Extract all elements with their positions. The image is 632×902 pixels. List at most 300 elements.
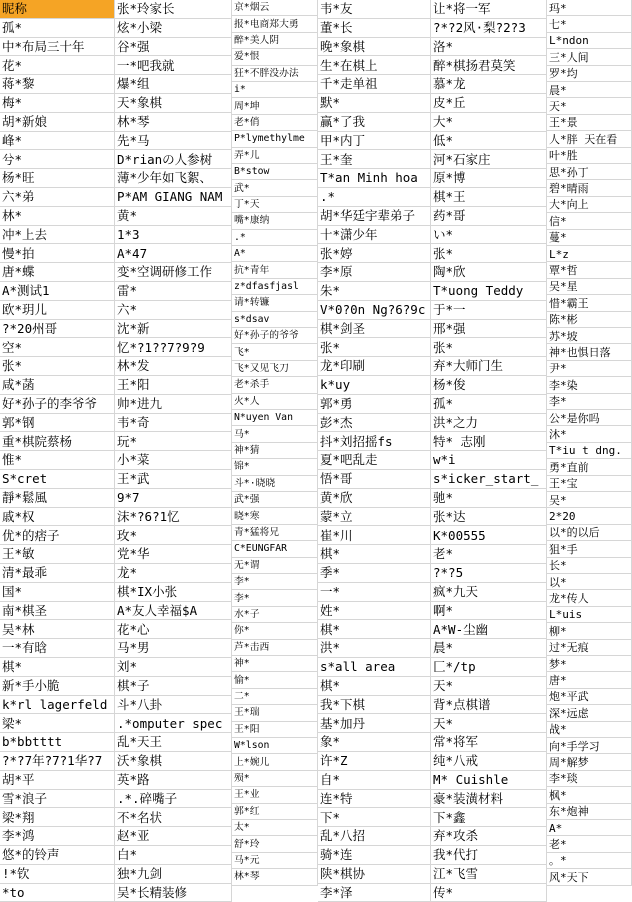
table-cell[interactable]: 自* <box>318 771 431 790</box>
table-cell[interactable]: 基*加丹 <box>318 714 431 733</box>
table-cell[interactable]: K*00555 <box>431 526 547 545</box>
table-cell[interactable]: 向*手学习 <box>547 738 632 754</box>
table-cell[interactable]: 下*鑫 <box>431 808 547 827</box>
table-cell[interactable]: A*友人幸福$A <box>115 602 232 621</box>
table-cell[interactable]: 药*哥 <box>431 207 547 226</box>
table-cell[interactable]: W*lson <box>232 738 318 754</box>
table-cell[interactable]: 长* <box>547 558 632 574</box>
table-cell[interactable]: 三*人间 <box>547 49 632 65</box>
table-cell[interactable]: 杨*俊 <box>431 376 547 395</box>
table-cell[interactable]: 忆*?1??7?9?9 <box>115 338 232 357</box>
table-cell[interactable]: 我*下棋 <box>318 696 431 715</box>
table-cell[interactable]: 赵*亚 <box>115 827 232 846</box>
table-cell[interactable]: ?*?5 <box>431 564 547 583</box>
table-cell[interactable]: A* <box>547 820 632 836</box>
table-cell[interactable]: 覃*哲 <box>547 262 632 278</box>
table-cell[interactable]: 碧*晴雨 <box>547 180 632 196</box>
table-cell[interactable]: s*dsav <box>232 312 318 328</box>
table-cell[interactable]: 郭*红 <box>232 804 318 820</box>
table-cell[interactable]: 棋* <box>318 545 431 564</box>
table-cell[interactable]: 王*瑞 <box>232 705 318 721</box>
table-cell[interactable]: 狂*不胖没办法 <box>232 66 318 82</box>
table-cell[interactable]: 张* <box>431 338 547 357</box>
table-cell[interactable]: 王*阳 <box>232 722 318 738</box>
table-cell[interactable]: *to <box>0 884 115 902</box>
table-cell[interactable]: 黄*欣 <box>318 489 431 508</box>
table-cell[interactable]: 爱*恨 <box>232 49 318 65</box>
table-cell[interactable]: 炮*平武 <box>547 689 632 705</box>
table-cell[interactable]: 信* <box>547 213 632 229</box>
table-cell[interactable]: .* <box>318 188 431 207</box>
table-cell[interactable]: T*uong Teddy <box>431 282 547 301</box>
table-cell[interactable]: 重*棋院蔡杨 <box>0 432 115 451</box>
table-cell[interactable]: 大* <box>431 113 547 132</box>
table-cell[interactable]: s*icker_start_ <box>431 470 547 489</box>
table-cell[interactable]: ?*?7年?7?1华?7 <box>0 752 115 771</box>
table-cell[interactable]: 周*坤 <box>232 98 318 114</box>
table-cell[interactable]: 甲*内丁 <box>318 132 431 151</box>
table-cell[interactable]: 张* <box>318 338 431 357</box>
table-cell[interactable]: 郭*钢 <box>0 414 115 433</box>
table-cell[interactable]: 武* <box>232 180 318 196</box>
table-cell[interactable]: 吴*长精装修 <box>115 884 232 902</box>
table-cell[interactable]: V*0?0n Ng?6?9c <box>318 301 431 320</box>
table-cell[interactable]: .* <box>232 230 318 246</box>
table-cell[interactable]: 请*转镰 <box>232 295 318 311</box>
table-cell[interactable]: 雪*浪子 <box>0 790 115 809</box>
table-cell[interactable]: 张* <box>431 244 547 263</box>
table-cell[interactable]: 常*将军 <box>431 733 547 752</box>
table-cell[interactable]: 水*子 <box>232 607 318 623</box>
table-cell[interactable]: k*uy <box>318 376 431 395</box>
table-cell[interactable]: 太* <box>232 820 318 836</box>
table-cell[interactable]: 飞* <box>232 344 318 360</box>
table-cell[interactable]: 胡*平 <box>0 771 115 790</box>
table-cell[interactable]: 好*孙子的爷爷 <box>232 328 318 344</box>
table-cell[interactable]: 1*3 <box>115 226 232 245</box>
table-cell[interactable]: 中*布局三十年 <box>0 38 115 57</box>
table-cell[interactable]: 独*九剑 <box>115 865 232 884</box>
table-cell[interactable]: 李*泽 <box>318 884 431 902</box>
table-cell[interactable]: 弃*大师门生 <box>431 357 547 376</box>
table-cell[interactable]: 花*心 <box>115 620 232 639</box>
table-cell[interactable]: !*钦 <box>0 865 115 884</box>
table-cell[interactable]: 于*一 <box>431 301 547 320</box>
table-cell[interactable]: 李* <box>232 590 318 606</box>
table-cell[interactable]: 马*男 <box>115 639 232 658</box>
table-cell[interactable]: 小*菜 <box>115 451 232 470</box>
table-cell[interactable]: 罗*均 <box>547 66 632 82</box>
table-cell[interactable]: 9*7 <box>115 489 232 508</box>
table-cell[interactable]: 吴*星 <box>547 279 632 295</box>
table-cell[interactable]: 李* <box>547 394 632 410</box>
table-cell[interactable]: 林*发 <box>115 357 232 376</box>
table-cell[interactable]: 杨*旺 <box>0 169 115 188</box>
table-cell[interactable]: 愉* <box>232 672 318 688</box>
table-cell[interactable]: 下* <box>318 808 431 827</box>
table-cell[interactable]: 晓*寒 <box>232 508 318 524</box>
table-cell[interactable]: 爆*组 <box>115 75 232 94</box>
table-cell[interactable]: 让*将一军 <box>431 0 547 19</box>
table-cell[interactable]: k*rl lagerfeld <box>0 696 115 715</box>
table-cell[interactable]: 芦*击西 <box>232 640 318 656</box>
table-cell[interactable]: 崔*川 <box>318 526 431 545</box>
table-cell[interactable]: 棋*剑圣 <box>318 320 431 339</box>
table-cell[interactable]: 空* <box>0 338 115 357</box>
table-cell[interactable]: 一*有晗 <box>0 639 115 658</box>
table-cell[interactable]: B*stow <box>232 164 318 180</box>
table-cell[interactable]: 姓* <box>318 602 431 621</box>
table-cell[interactable]: 棋*IX小张 <box>115 583 232 602</box>
table-cell[interactable]: 龙* <box>115 564 232 583</box>
table-cell[interactable]: P*lymethylme <box>232 131 318 147</box>
table-cell[interactable]: .*.碎嘴子 <box>115 790 232 809</box>
table-cell[interactable]: T*iu t dng. <box>547 443 632 459</box>
table-cell[interactable]: 洛* <box>431 38 547 57</box>
table-cell[interactable]: 天* <box>547 98 632 114</box>
table-cell[interactable]: 唐* <box>547 672 632 688</box>
table-cell[interactable]: 龙*传人 <box>547 590 632 606</box>
table-cell[interactable]: 沫*?6?1忆 <box>115 508 232 527</box>
table-cell[interactable]: L*ndon <box>547 33 632 49</box>
table-cell[interactable]: 马*元 <box>232 853 318 869</box>
table-cell[interactable]: 王*阳 <box>115 376 232 395</box>
table-cell[interactable]: 战* <box>547 722 632 738</box>
table-cell[interactable]: 斗*·晓晓 <box>232 476 318 492</box>
table-cell[interactable]: 晨* <box>431 639 547 658</box>
table-cell[interactable]: 季* <box>318 564 431 583</box>
table-cell[interactable]: い* <box>431 226 547 245</box>
table-cell[interactable]: 神* <box>232 656 318 672</box>
table-cell[interactable]: 慕*龙 <box>431 75 547 94</box>
table-cell[interactable]: 惜*霸王 <box>547 295 632 311</box>
table-cell[interactable]: 斗*八卦 <box>115 696 232 715</box>
table-cell[interactable]: 南*棋圣 <box>0 602 115 621</box>
table-cell[interactable]: 老* <box>547 836 632 852</box>
table-cell[interactable]: 陈*彬 <box>547 312 632 328</box>
table-cell[interactable]: 报*电商郑大勇 <box>232 16 318 32</box>
table-cell[interactable]: 韦*友 <box>318 0 431 19</box>
table-cell[interactable]: 苏*坡 <box>547 328 632 344</box>
table-cell[interactable]: 郭*勇 <box>318 395 431 414</box>
table-cell[interactable]: 李*鸿 <box>0 827 115 846</box>
table-cell[interactable]: 大*向上 <box>547 197 632 213</box>
table-cell[interactable]: 沐* <box>547 426 632 442</box>
table-cell[interactable]: 冲*上去 <box>0 226 115 245</box>
table-cell[interactable]: 弃*攻杀 <box>431 827 547 846</box>
table-cell[interactable]: 无*谓 <box>232 558 318 574</box>
table-cell[interactable]: 李*染 <box>547 377 632 393</box>
table-cell[interactable]: 天* <box>431 714 547 733</box>
table-cell[interactable]: 王*奎 <box>318 150 431 169</box>
table-cell[interactable]: 夏*吧乱走 <box>318 451 431 470</box>
table-cell[interactable]: 韦*奇 <box>115 414 232 433</box>
table-cell[interactable]: 吴*林 <box>0 620 115 639</box>
header-cell-nickname[interactable]: 昵称 <box>0 0 115 19</box>
table-cell[interactable]: C*EUNGFAR <box>232 541 318 557</box>
table-cell[interactable]: N*uyen Van <box>232 410 318 426</box>
table-cell[interactable]: 啊* <box>431 602 547 621</box>
table-cell[interactable]: w*i <box>431 451 547 470</box>
table-cell[interactable]: 勇*直前 <box>547 459 632 475</box>
table-cell[interactable]: 党*华 <box>115 545 232 564</box>
table-cell[interactable]: 乱*八招 <box>318 827 431 846</box>
table-cell[interactable]: 过*无痕 <box>547 640 632 656</box>
table-cell[interactable]: 上*婉儿 <box>232 754 318 770</box>
table-cell[interactable]: 弄*儿 <box>232 148 318 164</box>
table-cell[interactable]: 新*手小脆 <box>0 677 115 696</box>
table-cell[interactable]: 梦* <box>547 656 632 672</box>
table-cell[interactable]: 欧*玥儿 <box>0 301 115 320</box>
table-cell[interactable]: 背*点棋谱 <box>431 696 547 715</box>
table-cell[interactable]: 醉*美人阴 <box>232 33 318 49</box>
table-cell[interactable]: 象* <box>318 733 431 752</box>
table-cell[interactable]: 风*天下 <box>547 869 632 885</box>
table-cell[interactable]: 靜*鬆風 <box>0 489 115 508</box>
table-cell[interactable]: 峰* <box>0 132 115 151</box>
table-cell[interactable]: 王*敏 <box>0 545 115 564</box>
table-cell[interactable]: 龙*印刷 <box>318 357 431 376</box>
table-cell[interactable]: 火*人 <box>232 394 318 410</box>
table-cell[interactable]: A*W-尘幽 <box>431 620 547 639</box>
table-cell[interactable]: 尹* <box>547 361 632 377</box>
table-cell[interactable]: P*AM GIANG NAM <box>115 188 232 207</box>
table-cell[interactable]: 天* <box>431 677 547 696</box>
table-cell[interactable]: 清*最乖 <box>0 564 115 583</box>
table-cell[interactable]: 皮*丘 <box>431 94 547 113</box>
table-cell[interactable]: 张*达 <box>431 508 547 527</box>
table-cell[interactable]: 王*业 <box>232 787 318 803</box>
table-cell[interactable]: 英*路 <box>115 771 232 790</box>
table-cell[interactable]: 优*的痞子 <box>0 526 115 545</box>
table-cell[interactable]: A*47 <box>115 244 232 263</box>
table-cell[interactable]: ?*20州哥 <box>0 320 115 339</box>
table-cell[interactable]: 赢*了我 <box>318 113 431 132</box>
table-cell[interactable]: L*uis <box>547 607 632 623</box>
table-cell[interactable]: 特* 志刚 <box>431 432 547 451</box>
table-cell[interactable]: 原*博 <box>431 169 547 188</box>
table-cell[interactable]: 董*长 <box>318 19 431 38</box>
table-cell[interactable]: 许*Z <box>318 752 431 771</box>
table-cell[interactable]: 纯*八戒 <box>431 752 547 771</box>
table-cell[interactable]: 陕*棋协 <box>318 865 431 884</box>
table-cell[interactable]: i* <box>232 82 318 98</box>
table-cell[interactable]: 二* <box>232 689 318 705</box>
table-cell[interactable]: 张*玲家长 <box>115 0 232 19</box>
table-cell[interactable]: 你* <box>232 623 318 639</box>
table-cell[interactable]: 骑*连 <box>318 846 431 865</box>
table-cell[interactable]: 胡*华廷宇辈弟子 <box>318 207 431 226</box>
table-cell[interactable]: 林*琴 <box>232 869 318 885</box>
table-cell[interactable]: 悟*哥 <box>318 470 431 489</box>
table-cell[interactable]: 棋*王 <box>431 188 547 207</box>
table-cell[interactable]: 默* <box>318 94 431 113</box>
table-cell[interactable]: 陶*欣 <box>431 263 547 282</box>
table-cell[interactable]: A* <box>232 246 318 262</box>
table-cell[interactable]: 棋* <box>318 677 431 696</box>
table-cell[interactable]: 低* <box>431 132 547 151</box>
table-cell[interactable]: 黄* <box>115 207 232 226</box>
table-cell[interactable]: 枫* <box>547 787 632 803</box>
table-cell[interactable]: ?*?2风·梨?2?3 <box>431 19 547 38</box>
table-cell[interactable]: 慢*拍 <box>0 244 115 263</box>
table-cell[interactable]: 梁*翔 <box>0 808 115 827</box>
table-cell[interactable]: 彭*杰 <box>318 414 431 433</box>
table-cell[interactable]: 抗*青年 <box>232 262 318 278</box>
table-cell[interactable]: 咸*菡 <box>0 376 115 395</box>
table-cell[interactable]: 一*吧我就 <box>115 56 232 75</box>
table-cell[interactable]: 疯*九天 <box>431 583 547 602</box>
table-cell[interactable]: 匚*/tp <box>431 658 547 677</box>
table-cell[interactable]: 悠*的铃声 <box>0 846 115 865</box>
table-cell[interactable]: 变*空调研修工作 <box>115 263 232 282</box>
table-cell[interactable]: 白* <box>115 846 232 865</box>
table-cell[interactable]: 王*武 <box>115 470 232 489</box>
table-cell[interactable]: 东*炮神 <box>547 804 632 820</box>
table-cell[interactable]: 谷*强 <box>115 38 232 57</box>
table-cell[interactable]: 李*原 <box>318 263 431 282</box>
table-cell[interactable]: 洪* <box>318 639 431 658</box>
table-cell[interactable]: 林*琴 <box>115 113 232 132</box>
table-cell[interactable]: s*all area <box>318 658 431 677</box>
table-cell[interactable]: 嘴*康纳 <box>232 213 318 229</box>
table-cell[interactable]: 十*潇少年 <box>318 226 431 245</box>
table-cell[interactable]: 玛* <box>547 0 632 16</box>
table-cell[interactable]: 好*孙子的李爷爷 <box>0 395 115 414</box>
table-cell[interactable]: 玫* <box>115 526 232 545</box>
table-cell[interactable]: 狙*手 <box>547 541 632 557</box>
table-cell[interactable]: 锦* <box>232 459 318 475</box>
table-cell[interactable]: 马* <box>232 426 318 442</box>
table-cell[interactable]: 孤* <box>0 19 115 38</box>
table-cell[interactable]: 晨* <box>547 82 632 98</box>
table-cell[interactable]: 生*在棋上 <box>318 56 431 75</box>
table-cell[interactable]: 一* <box>318 583 431 602</box>
table-cell[interactable]: D*rianの人参树 <box>115 150 232 169</box>
table-cell[interactable]: 棋*子 <box>115 677 232 696</box>
table-cell[interactable]: 王*景 <box>547 115 632 131</box>
table-cell[interactable]: 思*孙丁 <box>547 164 632 180</box>
table-cell[interactable]: 以*的以后 <box>547 525 632 541</box>
table-cell[interactable]: 胡*新娘 <box>0 113 115 132</box>
table-cell[interactable]: 。* <box>547 853 632 869</box>
table-cell[interactable]: 叶*胜 <box>547 148 632 164</box>
table-cell[interactable]: 李* <box>232 574 318 590</box>
table-cell[interactable]: 老*杀手 <box>232 377 318 393</box>
table-cell[interactable]: 河*石家庄 <box>431 150 547 169</box>
table-cell[interactable]: T*an Minh hoa <box>318 169 431 188</box>
table-cell[interactable]: 老* <box>431 545 547 564</box>
table-cell[interactable]: 不*名状 <box>115 808 232 827</box>
table-cell[interactable]: 蔓* <box>547 230 632 246</box>
table-cell[interactable]: 棋* <box>0 658 115 677</box>
table-cell[interactable]: 孤* <box>431 395 547 414</box>
table-cell[interactable]: 连*特 <box>318 790 431 809</box>
table-cell[interactable]: 驰* <box>431 489 547 508</box>
table-cell[interactable]: 天*象棋 <box>115 94 232 113</box>
table-cell[interactable]: 帅*进九 <box>115 395 232 414</box>
table-cell[interactable]: 柳* <box>547 623 632 639</box>
table-cell[interactable]: 传* <box>431 884 547 902</box>
table-cell[interactable]: 我*代打 <box>431 846 547 865</box>
table-cell[interactable]: 丁*天 <box>232 197 318 213</box>
table-cell[interactable]: 神*猜 <box>232 443 318 459</box>
table-cell[interactable]: L*z <box>547 246 632 262</box>
table-cell[interactable]: 人*胖 天在看 <box>547 131 632 147</box>
table-cell[interactable]: 千*走单祖 <box>318 75 431 94</box>
table-cell[interactable]: 雷* <box>115 282 232 301</box>
table-cell[interactable]: 七* <box>547 16 632 32</box>
table-cell[interactable]: 唐*蝶 <box>0 263 115 282</box>
table-cell[interactable]: 吴* <box>547 492 632 508</box>
table-cell[interactable]: 武*强 <box>232 492 318 508</box>
table-cell[interactable]: 乱*天王 <box>115 733 232 752</box>
table-cell[interactable]: 邢*强 <box>431 320 547 339</box>
table-cell[interactable]: b*bbtttt <box>0 733 115 752</box>
table-cell[interactable]: 周*解梦 <box>547 754 632 770</box>
table-cell[interactable]: 张* <box>0 357 115 376</box>
table-cell[interactable]: 薄*少年如飞絮、 <box>115 169 232 188</box>
table-cell[interactable]: 抖*刘招摇fs <box>318 432 431 451</box>
table-cell[interactable]: 蒙*立 <box>318 508 431 527</box>
table-cell[interactable]: S*cret <box>0 470 115 489</box>
table-cell[interactable]: 林* <box>0 207 115 226</box>
table-cell[interactable]: 醉*棋扬君莫笑 <box>431 56 547 75</box>
table-cell[interactable]: 以* <box>547 574 632 590</box>
table-cell[interactable]: 神*也惧日落 <box>547 344 632 360</box>
table-cell[interactable]: .*omputer spec <box>115 714 232 733</box>
table-cell[interactable]: 先*马 <box>115 132 232 151</box>
table-cell[interactable]: 洪*之力 <box>431 414 547 433</box>
table-cell[interactable]: z*dfasfjasl <box>232 279 318 295</box>
table-cell[interactable]: 江*飞雪 <box>431 865 547 884</box>
table-cell[interactable]: 公*是你吗 <box>547 410 632 426</box>
table-cell[interactable]: 李*琰 <box>547 771 632 787</box>
table-cell[interactable]: A*测试1 <box>0 282 115 301</box>
table-cell[interactable]: 刘* <box>115 658 232 677</box>
table-cell[interactable]: 六* <box>115 301 232 320</box>
table-cell[interactable]: 国* <box>0 583 115 602</box>
table-cell[interactable]: 豪*装潢材料 <box>431 790 547 809</box>
table-cell[interactable]: 玩* <box>115 432 232 451</box>
table-cell[interactable]: 京*烟云 <box>232 0 318 16</box>
table-cell[interactable]: 梅* <box>0 94 115 113</box>
table-cell[interactable]: 青*猛将兄 <box>232 525 318 541</box>
table-cell[interactable]: M* Cuishle <box>431 771 547 790</box>
table-cell[interactable]: 六*弟 <box>0 188 115 207</box>
table-cell[interactable]: 兮* <box>0 150 115 169</box>
table-cell[interactable]: 沃*象棋 <box>115 752 232 771</box>
table-cell[interactable]: 梁* <box>0 714 115 733</box>
table-cell[interactable]: 2*20 <box>547 508 632 524</box>
table-cell[interactable]: 飞*又见飞刀 <box>232 361 318 377</box>
table-cell[interactable]: 惟* <box>0 451 115 470</box>
table-cell[interactable]: 蒋*黎 <box>0 75 115 94</box>
table-cell[interactable]: 戚*权 <box>0 508 115 527</box>
table-cell[interactable]: 棋* <box>318 620 431 639</box>
table-cell[interactable]: 王*宝 <box>547 476 632 492</box>
table-cell[interactable]: 深*远虑 <box>547 705 632 721</box>
table-cell[interactable]: 张*婷 <box>318 244 431 263</box>
table-cell[interactable]: 舒*玲 <box>232 836 318 852</box>
table-cell[interactable]: 朱* <box>318 282 431 301</box>
table-cell[interactable]: 老*俏 <box>232 115 318 131</box>
table-cell[interactable]: 沈*新 <box>115 320 232 339</box>
table-cell[interactable]: 花* <box>0 56 115 75</box>
table-cell[interactable]: 殒* <box>232 771 318 787</box>
table-cell[interactable]: 炫*小梁 <box>115 19 232 38</box>
table-cell[interactable]: 晚*象棋 <box>318 38 431 57</box>
